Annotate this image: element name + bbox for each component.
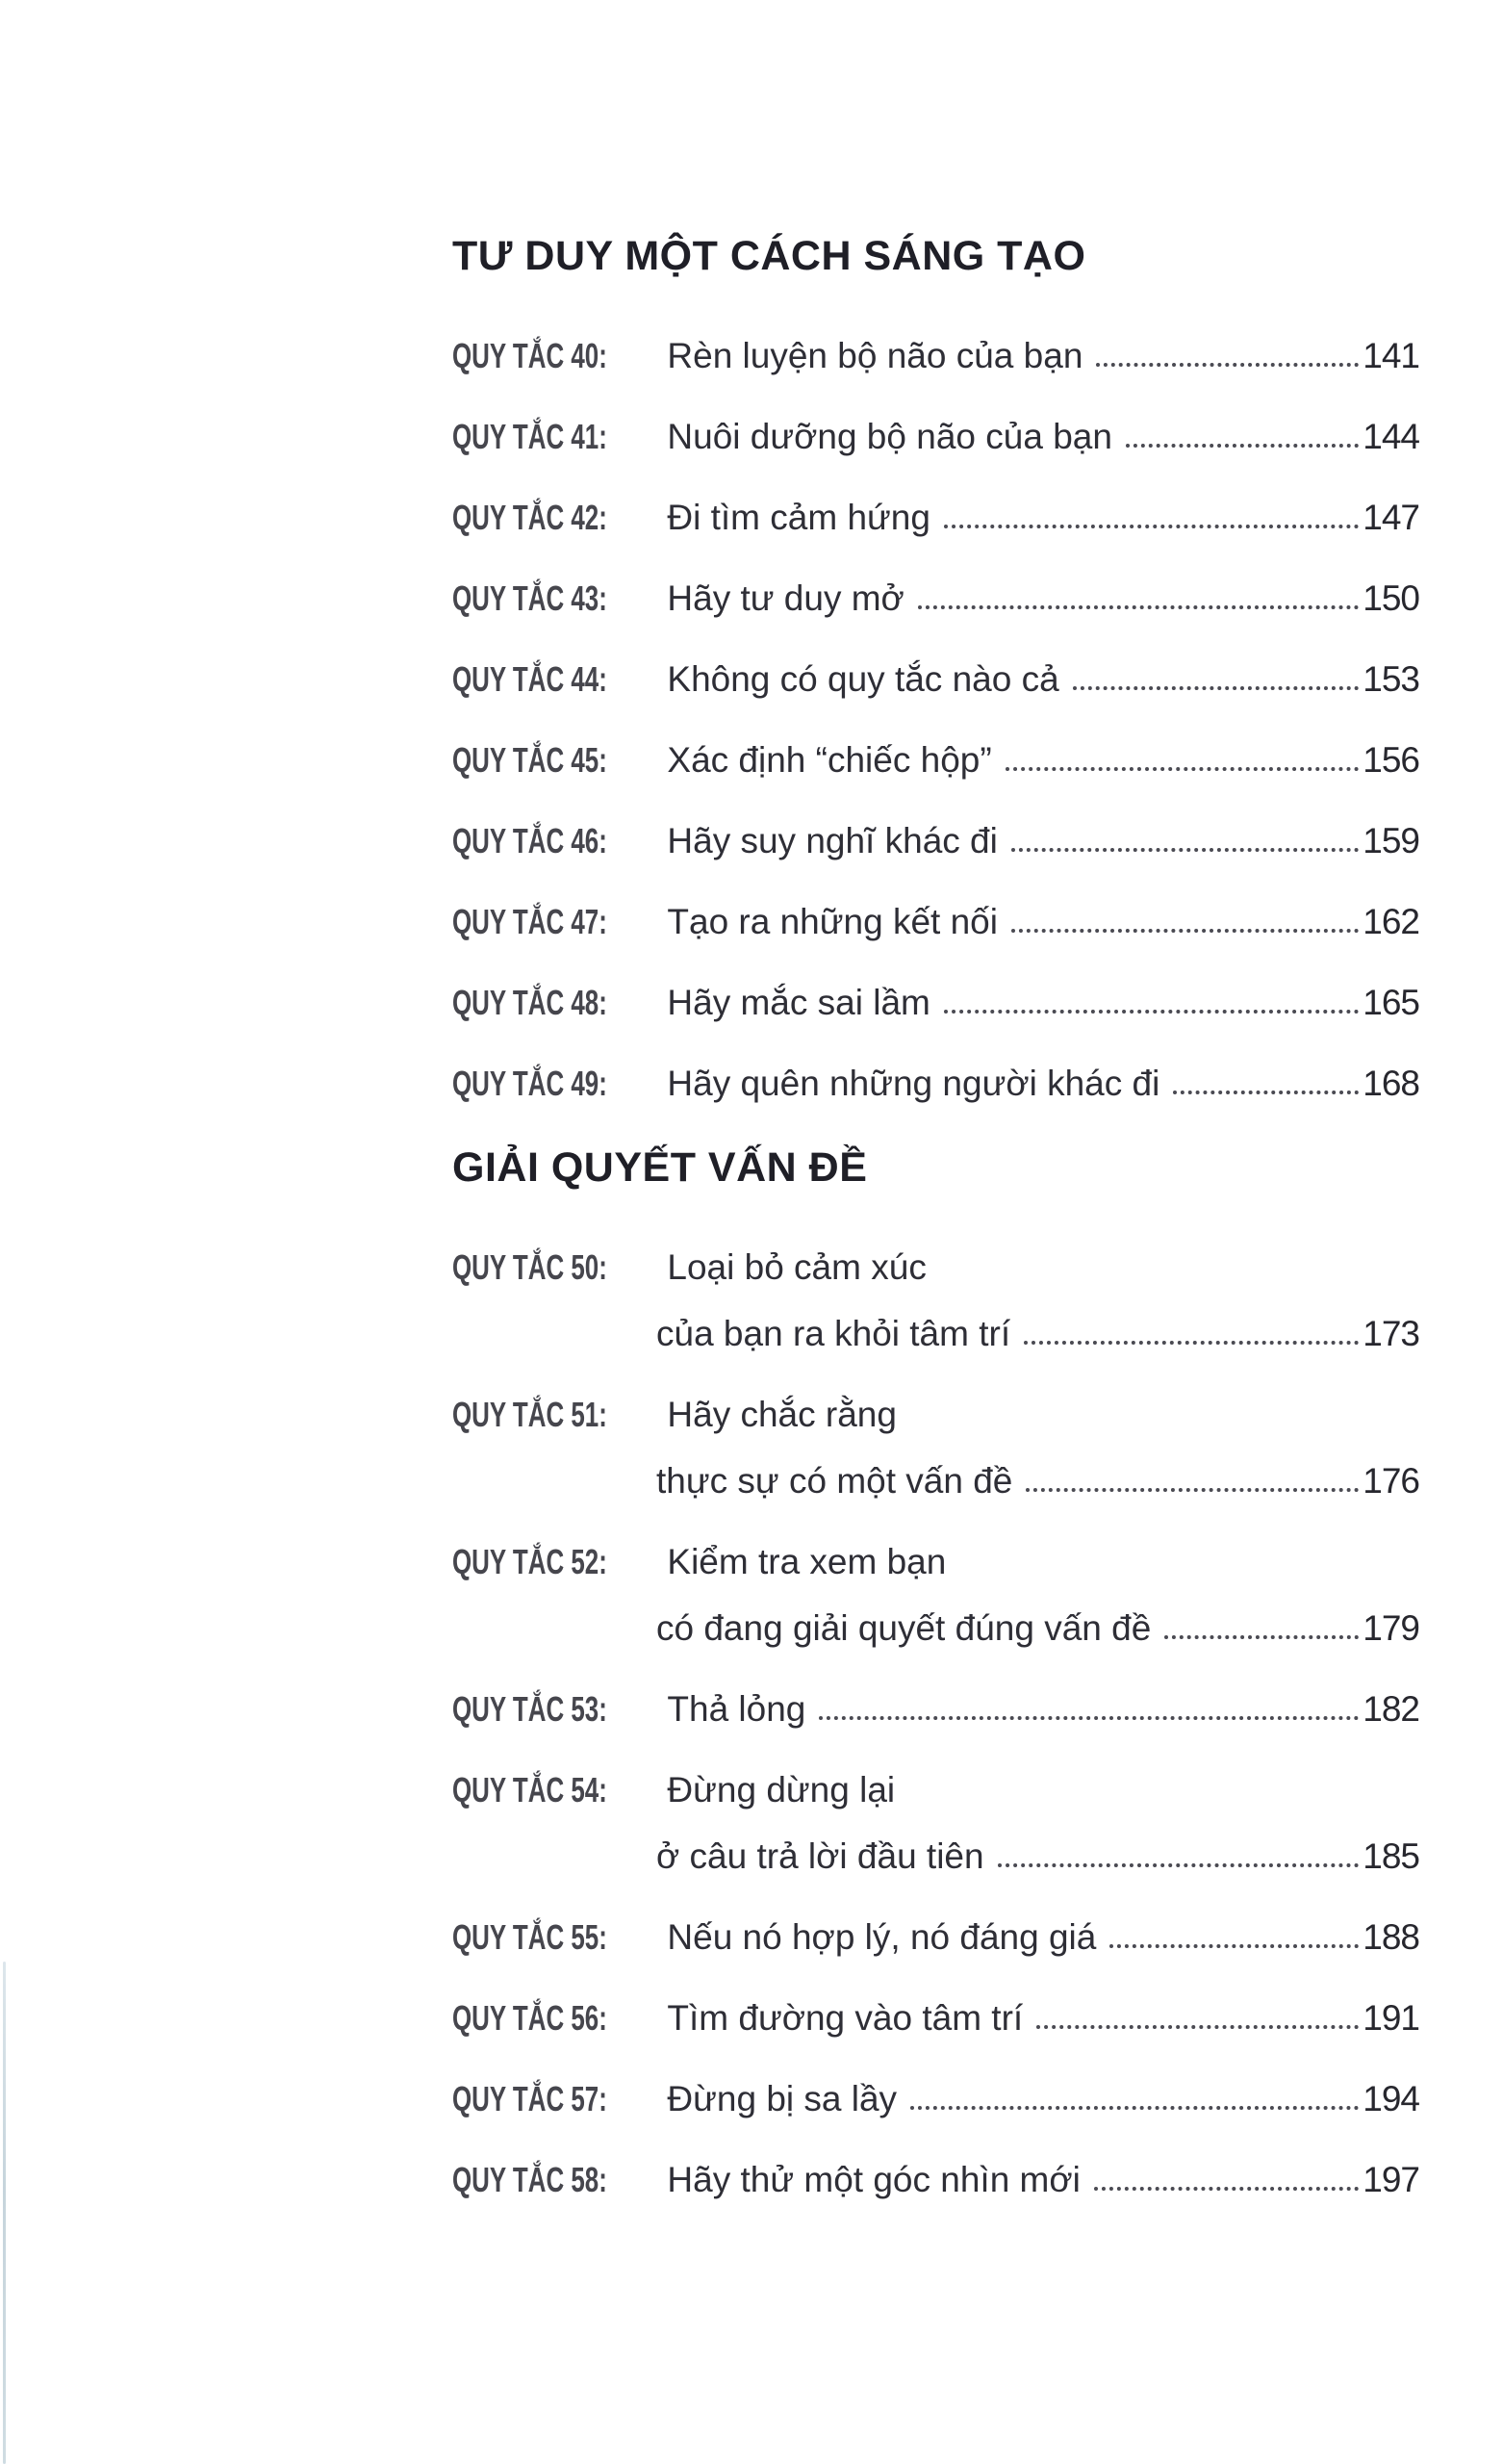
- page-number: 165: [1363, 983, 1419, 1022]
- page-number: 156: [1363, 740, 1419, 780]
- entry-title: Nếu nó hợp lý, nó đáng giá: [667, 1917, 1097, 1957]
- toc-entry-row: [452, 1998, 1419, 2039]
- section-heading: GIẢI QUYẾT VẤN ĐỀ: [452, 1144, 868, 1191]
- rule-label: QUY TẮC 52:: [452, 1542, 607, 1581]
- entry-title: Hãy suy nghĩ khác đi: [667, 821, 998, 860]
- toc-entry: [452, 659, 1419, 700]
- entry-title: có đang giải quyết đúng vấn đề: [656, 1608, 1152, 1648]
- toc-entry-row: [452, 902, 1419, 942]
- rule-label: QUY TẮC 45:: [452, 740, 607, 780]
- dot-leader: [944, 1010, 1359, 1014]
- toc-entry-row: [452, 578, 1419, 619]
- toc-entry-row: [452, 983, 1419, 1023]
- toc-entry-row: [452, 1770, 1419, 1810]
- toc-entry: [452, 417, 1419, 457]
- toc-entry-row: [452, 417, 1419, 457]
- dot-leader: [1006, 767, 1360, 771]
- toc-entry: [452, 1689, 1419, 1730]
- rule-label: QUY TẮC 55:: [452, 1917, 607, 1957]
- rule-label: QUY TẮC 44:: [452, 659, 607, 699]
- page-number: 168: [1363, 1064, 1419, 1103]
- toc-entry: [452, 498, 1419, 538]
- page-number: 176: [1363, 1461, 1419, 1501]
- page-number: 173: [1363, 1314, 1419, 1353]
- toc-entry-row: [452, 1689, 1419, 1730]
- toc-entry-row: [452, 336, 1419, 376]
- toc-entry: [452, 1998, 1419, 2039]
- entry-title: Không có quy tắc nào cả: [667, 659, 1059, 699]
- toc-entry: [452, 2079, 1419, 2119]
- toc-entry-row: [452, 1247, 1419, 1288]
- toc-entry-row: [452, 1608, 1419, 1649]
- dot-leader: [1011, 848, 1359, 852]
- toc-entry: [452, 1542, 1419, 1649]
- dot-leader: [1094, 2187, 1359, 2191]
- rule-label: QUY TẮC 46:: [452, 821, 607, 860]
- entry-title: Đừng bị sa lầy: [667, 2079, 898, 2118]
- toc-entry-row: [452, 1542, 1419, 1582]
- entry-title: thực sự có một vấn đề: [656, 1461, 1013, 1501]
- rule-label: QUY TẮC 53:: [452, 1689, 607, 1729]
- page-number: 197: [1363, 2160, 1419, 2199]
- rule-label: QUY TẮC 54:: [452, 1770, 607, 1810]
- rule-label: QUY TẮC 56:: [452, 1998, 607, 2038]
- toc-entry: [452, 902, 1419, 942]
- toc-entry-row: [452, 2160, 1419, 2200]
- dot-leader: [998, 1863, 1360, 1867]
- dot-leader: [944, 525, 1359, 528]
- rule-label: QUY TẮC 57:: [452, 2079, 607, 2118]
- entry-title: Hãy mắc sai lầm: [667, 983, 930, 1022]
- page-number: 159: [1363, 821, 1419, 860]
- toc-entry-row: [452, 498, 1419, 538]
- rule-label: QUY TẮC 48:: [452, 983, 607, 1022]
- entry-title: Tạo ra những kết nối: [667, 902, 998, 941]
- toc-entry: [452, 1395, 1419, 1502]
- dot-leader: [1036, 2025, 1359, 2029]
- dot-leader: [918, 605, 1359, 609]
- toc-entry-row: [452, 1836, 1419, 1877]
- toc-entry-row: [452, 1314, 1419, 1354]
- toc-entry-row: [452, 1395, 1419, 1435]
- dot-leader: [1173, 1091, 1359, 1094]
- dot-leader: [1109, 1944, 1359, 1948]
- entry-title: Thả lỏng: [667, 1689, 806, 1729]
- page-number: 141: [1363, 336, 1419, 375]
- page-number: 179: [1363, 1608, 1419, 1648]
- entry-title: Hãy tư duy mở: [667, 578, 904, 618]
- rule-label: QUY TẮC 41:: [452, 417, 607, 456]
- entry-title: Nuôi dưỡng bộ não của bạn: [667, 417, 1112, 456]
- dot-leader: [1024, 1341, 1359, 1345]
- rule-label: QUY TẮC 40:: [452, 336, 607, 375]
- rule-label: QUY TẮC 42:: [452, 498, 607, 537]
- dot-leader: [1073, 686, 1360, 690]
- dot-leader: [819, 1716, 1359, 1720]
- toc-entry: [452, 578, 1419, 619]
- entry-title: Loại bỏ cảm xúc: [667, 1247, 927, 1287]
- toc-entry-row: [452, 821, 1419, 861]
- entry-title: Đi tìm cảm hứng: [667, 498, 930, 537]
- toc-entry-row: [452, 2079, 1419, 2119]
- rule-label: QUY TẮC 43:: [452, 578, 607, 618]
- rule-label: QUY TẮC 49:: [452, 1064, 607, 1103]
- rule-label: QUY TẮC 58:: [452, 2160, 607, 2199]
- page-number: 147: [1363, 498, 1419, 537]
- section-heading: TƯ DUY MỘT CÁCH SÁNG TẠO: [452, 233, 1086, 279]
- toc-entry: [452, 1064, 1419, 1104]
- entry-title: Hãy quên những người khác đi: [667, 1064, 1160, 1103]
- page-number: 162: [1363, 902, 1419, 941]
- page-number: 191: [1363, 1998, 1419, 2038]
- page-number: 153: [1363, 659, 1419, 699]
- scan-artifact-line: [3, 1962, 6, 2464]
- entry-title: ở câu trả lời đầu tiên: [656, 1836, 984, 1876]
- entry-title: Đừng dừng lại: [667, 1770, 896, 1810]
- toc-entry: [452, 740, 1419, 781]
- toc-entry: [452, 1917, 1419, 1958]
- toc-entry: [452, 336, 1419, 376]
- toc-entry: [452, 1770, 1419, 1877]
- page-number: 150: [1363, 578, 1419, 618]
- toc-entry-row: [452, 1917, 1419, 1958]
- dot-leader: [1096, 363, 1359, 367]
- page-number: 182: [1363, 1689, 1419, 1729]
- entry-title: Hãy thử một góc nhìn mới: [667, 2160, 1081, 2199]
- entry-title: Kiểm tra xem bạn: [667, 1542, 947, 1581]
- page-number: 144: [1363, 417, 1419, 456]
- dot-leader: [1026, 1488, 1359, 1492]
- dot-leader: [1126, 444, 1359, 448]
- toc-section: [452, 1144, 1419, 2200]
- toc-entry-row: [452, 1461, 1419, 1502]
- toc-entry: [452, 1247, 1419, 1354]
- toc-entry-row: [452, 1064, 1419, 1104]
- rule-label: QUY TẮC 47:: [452, 902, 607, 941]
- toc-entry: [452, 983, 1419, 1023]
- rule-label: QUY TẮC 50:: [452, 1247, 607, 1287]
- entry-title: Tìm đường vào tâm trí: [667, 1998, 1024, 2038]
- entry-title: Xác định “chiếc hộp”: [667, 740, 992, 780]
- toc-entry: [452, 821, 1419, 861]
- rule-label: QUY TẮC 51:: [452, 1395, 607, 1434]
- dot-leader: [1011, 929, 1359, 933]
- page-number: 185: [1363, 1836, 1419, 1876]
- toc-entry-row: [452, 659, 1419, 700]
- toc-entry-row: [452, 740, 1419, 781]
- dot-leader: [1164, 1635, 1359, 1639]
- toc-section: [452, 233, 1419, 1104]
- dot-leader: [910, 2106, 1359, 2110]
- entry-title: Hãy chắc rằng: [667, 1395, 897, 1434]
- table-of-contents: [452, 233, 1419, 2241]
- entry-title: của bạn ra khỏi tâm trí: [656, 1314, 1011, 1353]
- page-number: 194: [1363, 2079, 1419, 2118]
- page-number: 188: [1363, 1917, 1419, 1957]
- toc-entry: [452, 2160, 1419, 2200]
- entry-title: Rèn luyện bộ não của bạn: [667, 336, 1083, 375]
